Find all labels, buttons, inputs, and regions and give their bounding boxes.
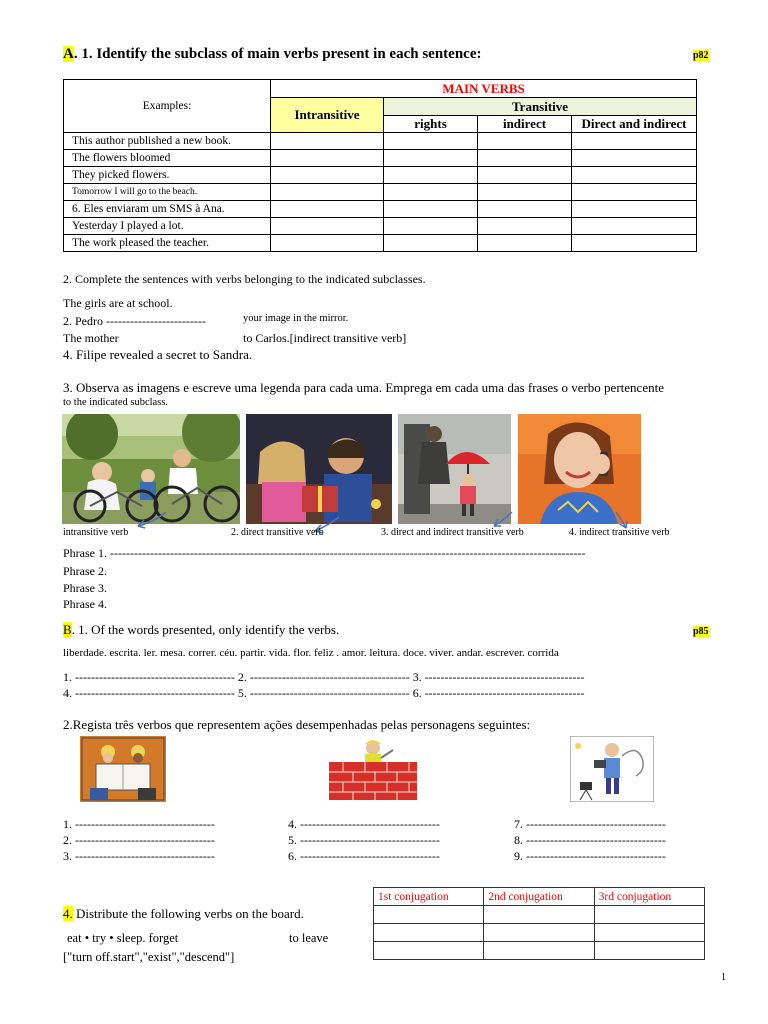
table-row: The flowers bloomed [64,150,697,167]
answer-9: 9. ----------------------------------- [514,849,666,863]
section-a-marker: A [63,46,74,62]
question-2: 2. Complete the sentences with verbs belonging to the indicated subclasses. [63,272,426,286]
answer-7: 7. ----------------------------------- [514,817,666,831]
photographer-image [570,736,654,802]
answer-1: 1. ----------------------------------- [63,817,215,831]
phrase-4: Phrase 4. [63,597,107,611]
q2-sentence-3b: to Carlos.[indirect transitive verb] [243,331,407,345]
table-row: 6. Eles enviaram um SMS à Ana. [64,201,697,218]
q2-sentence-2b: your image in the mirror. [243,313,349,324]
q2-sentence-2a: 2. Pedro ------------------------- [63,314,206,328]
table-row: Yesterday I played a lot. [64,218,697,235]
conj-header-3: 3rd conjugation [594,888,704,906]
conjugation-table [373,887,705,960]
phrase-3: Phrase 3. [63,581,107,595]
verb-answer-line-2: 4. ---------------------------------------- 5. ---------------------------------------- 6. ---------------------------------------- [63,686,585,700]
answer-2: 2. ----------------------------------- [63,833,215,847]
table-row: They picked flowers. [64,167,697,184]
question-3-continued: to the indicated subclass. [63,397,168,408]
table-row: The work pleased the teacher. [64,235,697,252]
section-b-question-1: B. 1. Of the words presented, only identify the verbs. [63,622,340,637]
conj-header-2: 2nd conjugation [484,888,594,906]
phrase-1: Phrase 1. ----------------------------------------------------------------------------------------------------------------------- [63,546,586,560]
section-b-question-2: 2.Regista três verbos que representem ações desempenhadas pelas personagens seguintes: [63,717,531,732]
arrow-icon [130,508,170,532]
answer-5: 5. ----------------------------------- [288,833,440,847]
children-gift-image [246,414,392,524]
question-3: 3. Observa as imagens e escreve uma legenda para cada uma. Emprega em cada uma das frases o verbo pertencente [63,380,664,395]
q2-sentence-4: 4. Filipe revealed a secret to Sandra. [63,347,253,362]
verb-answer-line-1: 1. ---------------------------------------- 2. ---------------------------------------- 3. ---------------------------------------- [63,670,585,684]
verb-list-b: to leave [289,931,329,945]
table-row [374,924,705,942]
answer-4: 4. ----------------------------------- [288,817,440,831]
answer-6: 6. ----------------------------------- [288,849,440,863]
intransitive-header: Intransitive [271,98,384,133]
word-list: liberdade. escrita. ler. mesa. correr. céu. partir. vida. flor. feliz . amor. leitura. doce. viver. andar. escrever. corrida [63,647,559,659]
caption-4: 4. indirect transitive verb [569,527,670,538]
main-verbs-header: MAIN VERBS [271,80,697,98]
examples-header: Examples: [64,80,271,133]
caption-1: intransitive verb [63,527,129,538]
section-a-question-1: A. 1. Identify the subclass of main verbs present in each sentence: [63,46,482,62]
transitive-header: Transitive [384,98,697,116]
q2-sentence-1: The girls are at school. [63,296,173,310]
verb-list-c: ["turn off.start","exist","descend"] [63,950,235,964]
main-verbs-table [63,79,697,252]
verb-list-a: eat • try • sleep. forget [67,931,179,945]
caption-2: 2. direct transitive verb [231,527,324,538]
section-4-question: 4. Distribute the following verbs on the board. [63,906,304,921]
page-reference-a: p82 [693,50,709,61]
q2-sentence-3a: The mother [63,331,119,345]
table-row [374,906,705,924]
conj-header-1: 1st conjugation [374,888,484,906]
section-b-marker: B [63,622,72,637]
section-4-marker: 4. [63,906,73,921]
rights-header: rights [384,116,478,133]
bricklayer-image [327,736,419,802]
table-row [374,942,705,960]
answer-8: 8. ----------------------------------- [514,833,666,847]
indirect-header: indirect [478,116,572,133]
table-row: This author published a new book. [64,133,697,150]
direct-indirect-header: Direct and indirect [572,116,697,133]
page-number: 1 [721,972,726,983]
phrase-2: Phrase 2. [63,564,107,578]
workers-map-image [80,736,166,802]
caption-3: 3. direct and indirect transitive verb [381,527,524,538]
table-row: Tomorrow I will go to the beach. [64,184,697,201]
page-reference-b: p85 [693,626,709,637]
answer-3: 3. ----------------------------------- [63,849,215,863]
